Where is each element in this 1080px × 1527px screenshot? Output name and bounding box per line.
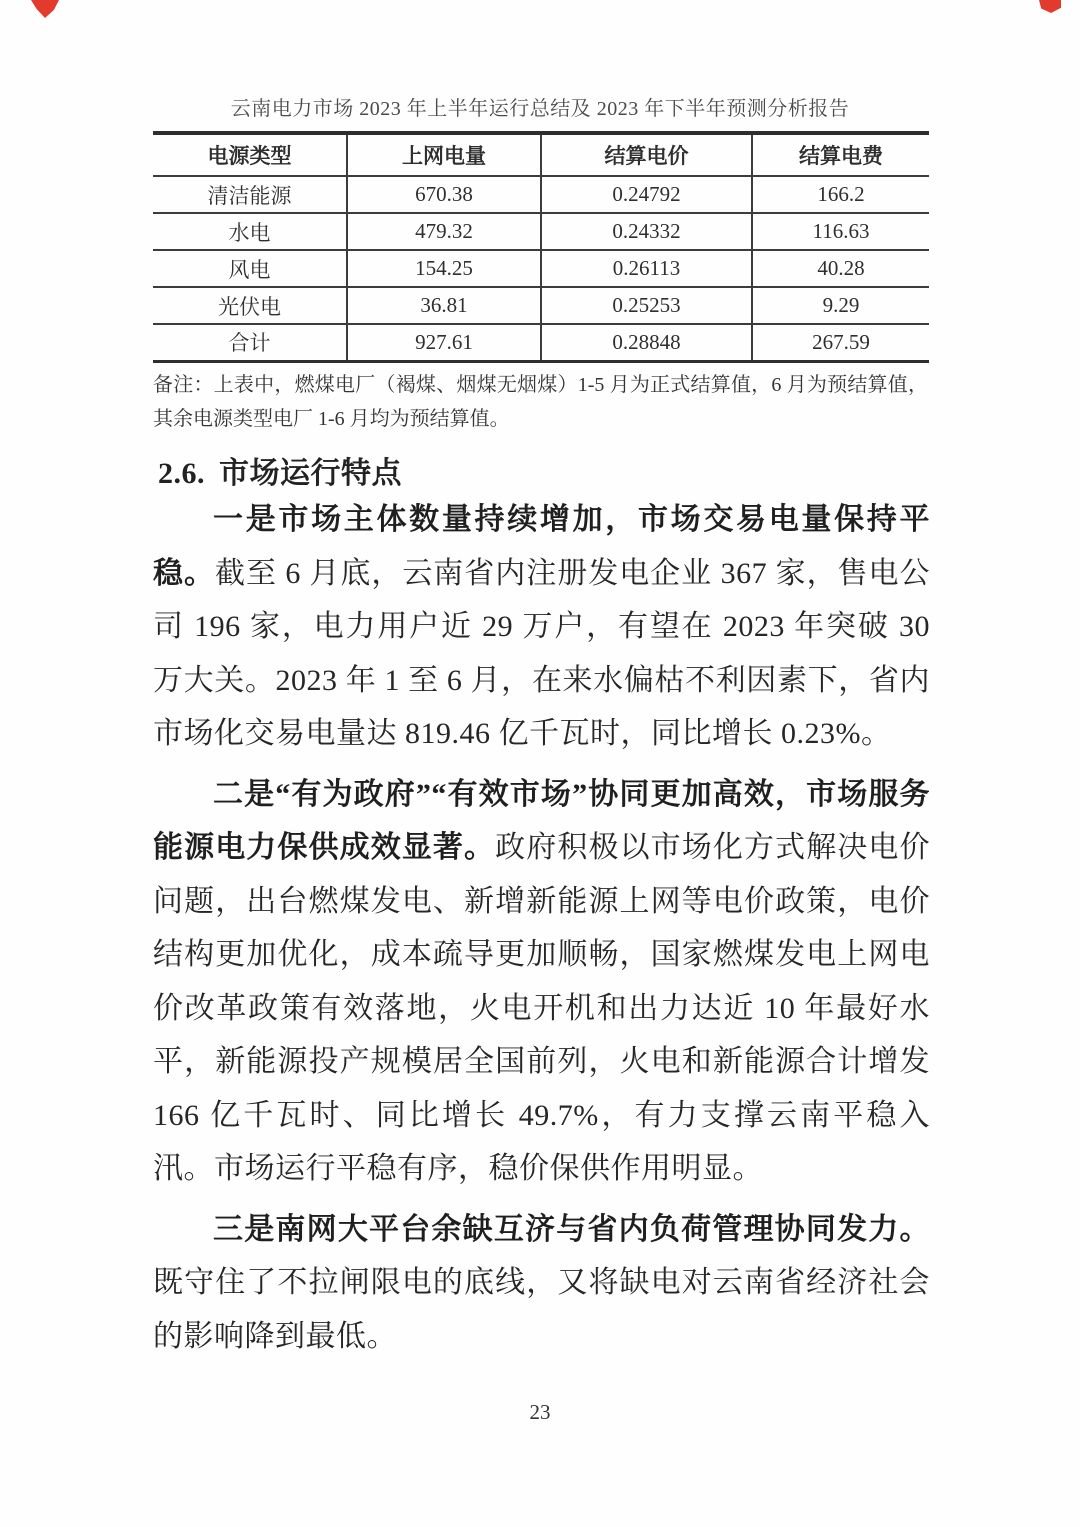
table-cell: 927.61 bbox=[347, 324, 541, 361]
table-cell: 9.29 bbox=[752, 287, 929, 324]
paragraph-3-lead: 三是南网大平台余缺互济与省内负荷管理协同发力。 bbox=[213, 1212, 930, 1246]
section-number: 2.6. bbox=[158, 457, 205, 490]
page-header-title: 云南电力市场 2023 年上半年运行总结及 2023 年下半年预测分析报告 bbox=[230, 98, 850, 120]
red-corner-artifact-left bbox=[31, 0, 59, 18]
paragraph-3-body: 既守住了不拉闸限电的底线，又将缺电对云南省经济社会的影响降到最低。 bbox=[153, 1266, 930, 1353]
table-cell: 水电 bbox=[153, 213, 347, 250]
page-number: 23 bbox=[529, 1400, 551, 1424]
red-corner-artifact-right bbox=[1039, 0, 1061, 13]
table-cell: 0.24792 bbox=[541, 176, 752, 213]
paragraph-1 bbox=[153, 493, 930, 761]
table-cell: 154.25 bbox=[347, 250, 541, 287]
table-cell: 合计 bbox=[153, 324, 347, 361]
table-cell: 风电 bbox=[153, 250, 347, 287]
table-cell: 光伏电 bbox=[153, 287, 347, 324]
table-cell: 清洁能源 bbox=[153, 176, 347, 213]
table-cell: 36.81 bbox=[347, 287, 541, 324]
table-cell: 670.38 bbox=[347, 176, 541, 213]
table-cell: 0.24332 bbox=[541, 213, 752, 250]
table-cell: 40.28 bbox=[752, 250, 929, 287]
table-row-clean-energy bbox=[153, 176, 929, 213]
table-header-settlement-price: 结算电价 bbox=[541, 133, 752, 176]
paragraph-2-body: 政府积极以市场化方式解决电价问题，出台燃煤发电、新增新能源上网等电价政策，电价结构更加优化，成本疏导更加顺畅，国家燃煤发电上网电价改革政策有效落地，火电开机和出力达近 10 年最好水平，新能源投产规模居全国前列，火电和新能源合计增发 166 亿千瓦时、同比增长 49.7%，有力支撑云南平稳入汛。市场运行平稳有序，稳价保供作用明显。 bbox=[153, 831, 931, 1185]
section-heading bbox=[158, 448, 402, 492]
table-cell: 0.25253 bbox=[541, 287, 752, 324]
table-header-grid-energy: 上网电量 bbox=[347, 133, 541, 176]
table-row-hydro bbox=[153, 213, 929, 250]
table-cell: 479.32 bbox=[347, 213, 541, 250]
paragraph-3 bbox=[153, 1203, 930, 1364]
table-row-wind bbox=[153, 250, 929, 287]
table-cell: 116.63 bbox=[752, 213, 929, 250]
table-header-row bbox=[153, 133, 929, 176]
table-cell: 0.28848 bbox=[541, 324, 752, 361]
paragraph-1-body: 截至 6 月底，云南省内注册发电企业 367 家，售电公司 196 家，电力用户近 29 万户，有望在 2023 年突破 30 万大关。2023 年 1 至 6 月，在来水偏枯不利因素下，省内市场化交易电量达 819.46 亿千瓦时，同比增长 0.23%。 bbox=[153, 556, 931, 750]
table-row-total bbox=[153, 324, 929, 361]
table-cell: 0.26113 bbox=[541, 250, 752, 287]
body-text bbox=[153, 493, 930, 1363]
table-row-solar bbox=[153, 287, 929, 324]
table-cell: 166.2 bbox=[752, 176, 929, 213]
table-header-power-type: 电源类型 bbox=[153, 133, 347, 176]
paragraph-2 bbox=[153, 768, 930, 1196]
table-header-settlement-fee: 结算电费 bbox=[752, 133, 929, 176]
settlement-table bbox=[153, 131, 929, 363]
paragraph-1-lead: 一是市场主体数量持续增加，市场交易电量保持平稳。 bbox=[153, 503, 930, 590]
section-title: 市场运行特点 bbox=[219, 457, 402, 490]
table-note: 备注：上表中，燃煤电厂（褐煤、烟煤无烟煤）1-5 月为正式结算值，6 月为预结算值，其余电源类型电厂 1-6 月均为预结算值。 bbox=[153, 374, 928, 430]
table-cell: 267.59 bbox=[812, 329, 870, 354]
paragraph-2-lead: 二是“有为政府”“有效市场”协同更加高效，市场服务能源电力保供成效显著。 bbox=[153, 777, 930, 864]
